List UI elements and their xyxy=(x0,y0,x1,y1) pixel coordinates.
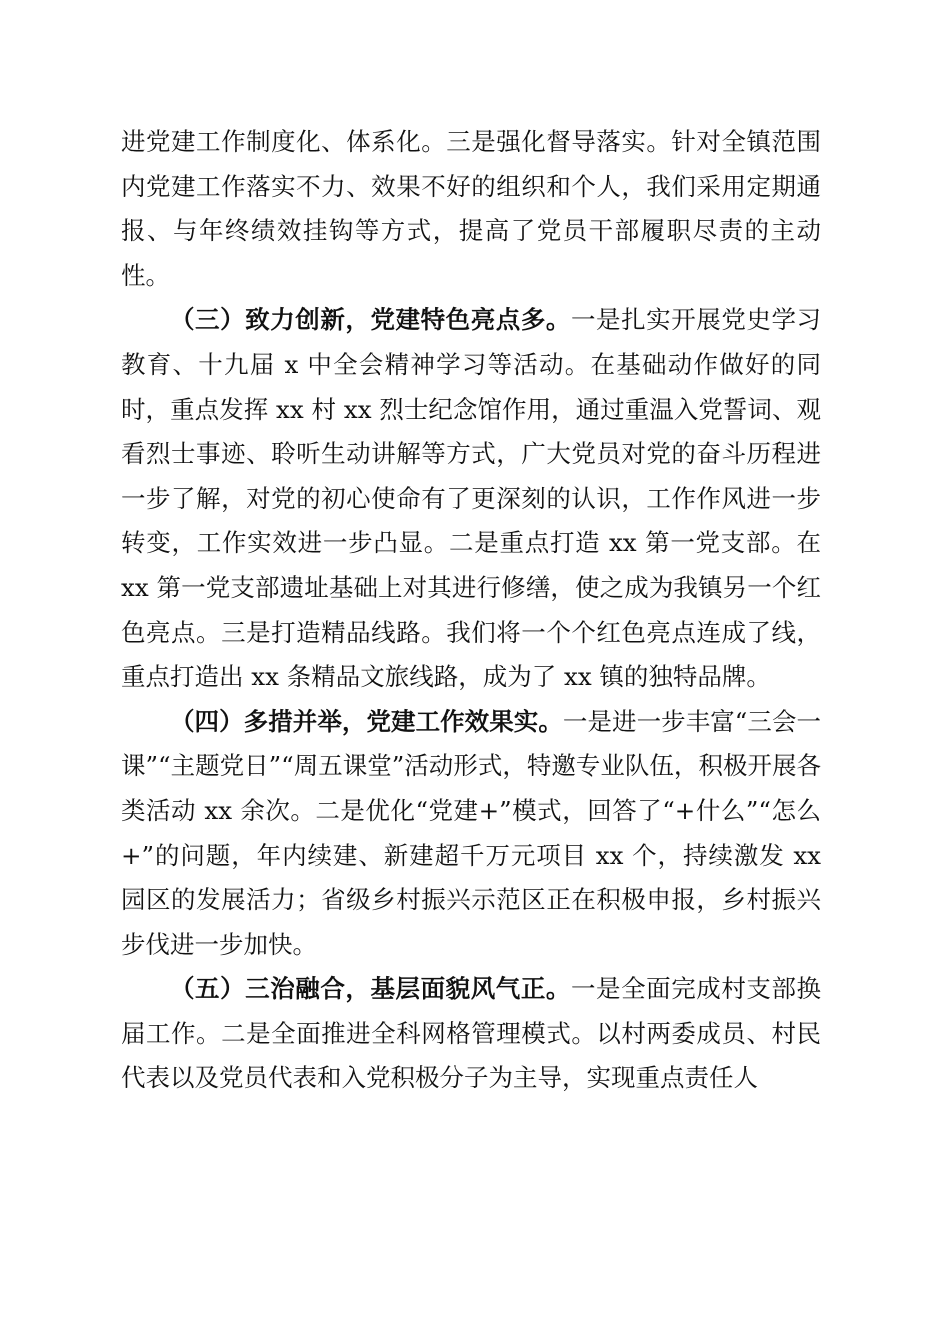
document-body xyxy=(121,120,821,1101)
section-heading: （五）三治融合，基层面貌风气正。 xyxy=(170,974,571,1004)
section-heading: （四）多措并举，党建工作效果实。 xyxy=(170,706,563,736)
paragraph-body: 一是扎实开展党史学习教育、十九届 x 中全会精神学习等活动。在基础动作做好的同时，重点发挥 xx 村 xx 烈士纪念馆作用，通过重温入党誓词、观看烈士事迹、聆听生动讲解等方式，广大党员对党的奋斗历程进一步了解，对党的初心使命有了更深刻的认识，工作作风进一步转变，工作实效进一步凸显。二是重点打造 xx 第一党支部。在 xx 第一党支部遗址基础上对其进行修缮，使之成为我镇另一个红色亮点。三是打造精品线路。我们将一个个红色亮点连成了线，重点打造出 xx 条精品文旅线路，成为了 xx 镇的独特品牌。 xyxy=(121,305,822,692)
paragraph-section-5 xyxy=(121,967,821,1101)
paragraph-body: 一是全面完成村支部换届工作。二是全面推进全科网格管理模式。以村两委成员、村民代表以及党员代表和入党积极分子为主导，实现重点责任人 xyxy=(121,974,822,1093)
section-heading: （三）致力创新，党建特色亮点多。 xyxy=(170,305,571,335)
paragraph-section-4 xyxy=(121,700,821,968)
paragraph-continuation xyxy=(121,120,821,298)
paragraph-body: 一是进一步丰富“三会一课”“主题党日”“周五课堂”活动形式，特邀专业队伍，积极开展各类活动 xx 余次。二是优化“党建+”模式，回答了“+什么”“怎么+”的问题，年内续建、新建超千万元项目 xx 个，持续激发 xx 园区的发展活力；省级乡村振兴示范区正在积极申报，乡村振兴步伐进一步加快。 xyxy=(121,706,821,959)
paragraph-body: 进党建工作制度化、体系化。三是强化督导落实。针对全镇范围内党建工作落实不力、效果不好的组织和个人，我们采用定期通报、与年终绩效挂钩等方式，提高了党员干部履职尽责的主动性。 xyxy=(121,127,821,290)
paragraph-section-3 xyxy=(121,298,821,699)
